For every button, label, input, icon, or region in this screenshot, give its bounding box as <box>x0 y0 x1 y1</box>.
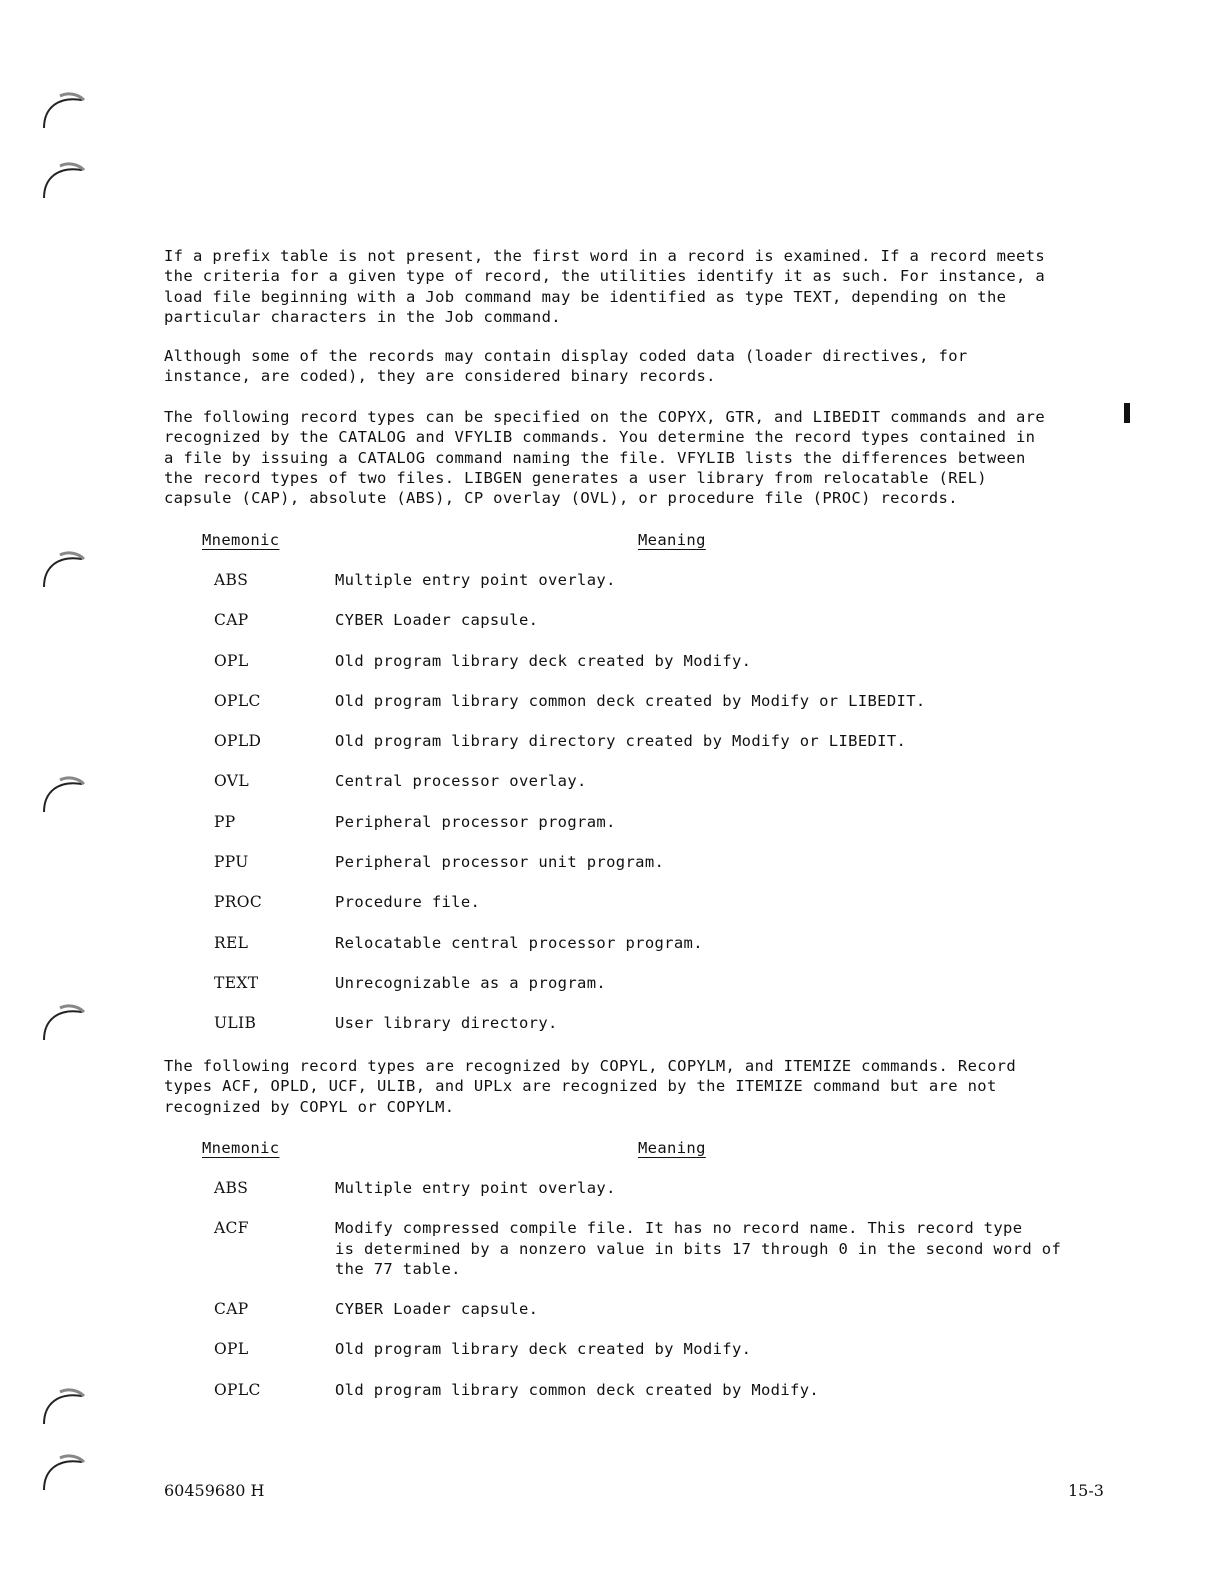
mnemonic-cell: ULIB <box>214 1014 257 1033</box>
meaning-cell: Modify compressed compile file. It has no record name. This record type is determined by a nonzero value in bits 17 through 0 in the second word of the 77 table. <box>335 1219 1062 1278</box>
mnemonic-cell: ACF <box>214 1219 249 1238</box>
mnemonic-cell: PPU <box>214 853 249 872</box>
paragraph-prefix-table: If a prefix table is not present, the first word in a record is examined. If a record meets the criteria for a given type of record, the utilities identify it as such. For instance, a load file beginning with a Job command may be identified as type TEXT, depending on the particular characters in the Job command. <box>164 247 1046 326</box>
document-number: 60459680 H <box>164 1481 265 1500</box>
meaning-cell: Unrecognizable as a program. <box>335 973 607 992</box>
meaning-cell: Old program library directory created by Modify or LIBEDIT. <box>335 732 907 751</box>
page-number: 15-3 <box>1068 1481 1104 1500</box>
meaning-cell: Old program library common deck created by Modify or LIBEDIT. <box>335 691 926 710</box>
binder-hole-icon <box>38 158 88 208</box>
table-row <box>164 731 1114 751</box>
mnemonic-cell: OPL <box>214 651 249 670</box>
paragraph-binary-records: Although some of the records may contain display coded data (loader directives, for instance, are coded), they are considered binary records. <box>164 347 968 386</box>
mnemonic-cell: OPLD <box>214 732 262 751</box>
mnemonic-cell: REL <box>214 933 249 952</box>
mnemonic-cell: CAP <box>214 611 249 630</box>
meaning-cell: Procedure file. <box>335 893 481 912</box>
table-row <box>164 651 1114 671</box>
mnemonic-cell: PROC <box>214 893 263 912</box>
mnemonic-cell: OVL <box>214 772 249 791</box>
table-row <box>164 691 1114 711</box>
mnemonic-cell: ABS <box>214 571 249 589</box>
table-row <box>164 933 1114 953</box>
meaning-cell: Peripheral processor program. <box>335 812 616 831</box>
table-row <box>164 1339 1114 1359</box>
table-header <box>164 1138 1114 1158</box>
table-row <box>164 1299 1114 1319</box>
binder-hole-icon <box>38 545 88 595</box>
record-types-table-1 <box>164 530 1114 1034</box>
column-header-mnemonic: Mnemonic <box>202 531 280 549</box>
table-header <box>164 530 1114 550</box>
column-header-mnemonic: Mnemonic <box>202 1139 280 1157</box>
binder-hole-icon <box>38 1448 88 1498</box>
table-row <box>164 1013 1114 1033</box>
table-row <box>164 771 1114 791</box>
table-row <box>164 1218 1114 1279</box>
column-header-meaning: Meaning <box>638 1139 706 1157</box>
meaning-cell: Relocatable central processor program. <box>335 933 703 952</box>
meaning-cell: Multiple entry point overlay. <box>335 1179 616 1197</box>
mnemonic-cell: OPLC <box>214 691 261 710</box>
table-row <box>164 852 1114 872</box>
binder-hole-icon <box>38 88 88 138</box>
meaning-cell: CYBER Loader capsule. <box>335 611 539 630</box>
table-row <box>164 610 1114 630</box>
record-types-table-2 <box>164 1138 1114 1400</box>
meaning-cell: CYBER Loader capsule. <box>335 1300 539 1319</box>
mnemonic-cell: TEXT <box>214 973 259 992</box>
mnemonic-cell: CAP <box>214 1300 249 1319</box>
mnemonic-cell: OPLC <box>214 1380 261 1399</box>
meaning-cell: Multiple entry point overlay. <box>335 571 616 589</box>
table-row <box>164 570 1114 590</box>
column-header-meaning: Meaning <box>638 531 706 549</box>
meaning-cell: Old program library common deck created by Modify. <box>335 1380 820 1399</box>
table-row <box>164 1178 1114 1198</box>
binder-hole-icon <box>38 770 88 820</box>
table-row <box>164 1380 1114 1400</box>
table-row <box>164 973 1114 993</box>
mnemonic-cell: OPL <box>214 1340 249 1359</box>
meaning-cell: User library directory. <box>335 1014 558 1033</box>
binder-hole-icon <box>38 1382 88 1432</box>
meaning-cell: Peripheral processor unit program. <box>335 853 665 872</box>
change-bar <box>1124 403 1130 423</box>
table-row <box>164 892 1114 912</box>
meaning-cell: Old program library deck created by Modify. <box>335 651 752 670</box>
paragraph-copyl-intro: The following record types are recognized by COPYL, COPYLM, and ITEMIZE commands. Record types ACF, OPLD, UCF, ULIB, and UPLx are recognized by the ITEMIZE command but are not recognized by COPYL or COPYLM. <box>164 1057 1016 1116</box>
binder-hole-icon <box>38 998 88 1048</box>
paragraph-record-types-intro: The following record types can be specified on the COPYX, GTR, and LIBEDIT commands and are recognized by the CATALOG and VFYLIB commands. You determine the record types contained in a file by issuing a CATALOG command naming the file. VFYLIB lists the differences between the record types of two files. LIBGEN generates a user library from relocatable (REL) capsule (CAP), absolute (ABS), CP overlay (OVL), or procedure file (PROC) records. <box>164 408 1046 508</box>
meaning-cell: Central processor overlay. <box>335 772 587 791</box>
meaning-cell: Old program library deck created by Modify. <box>335 1340 752 1359</box>
table-row <box>164 812 1114 832</box>
mnemonic-cell: PP <box>214 812 236 831</box>
mnemonic-cell: ABS <box>214 1179 249 1197</box>
